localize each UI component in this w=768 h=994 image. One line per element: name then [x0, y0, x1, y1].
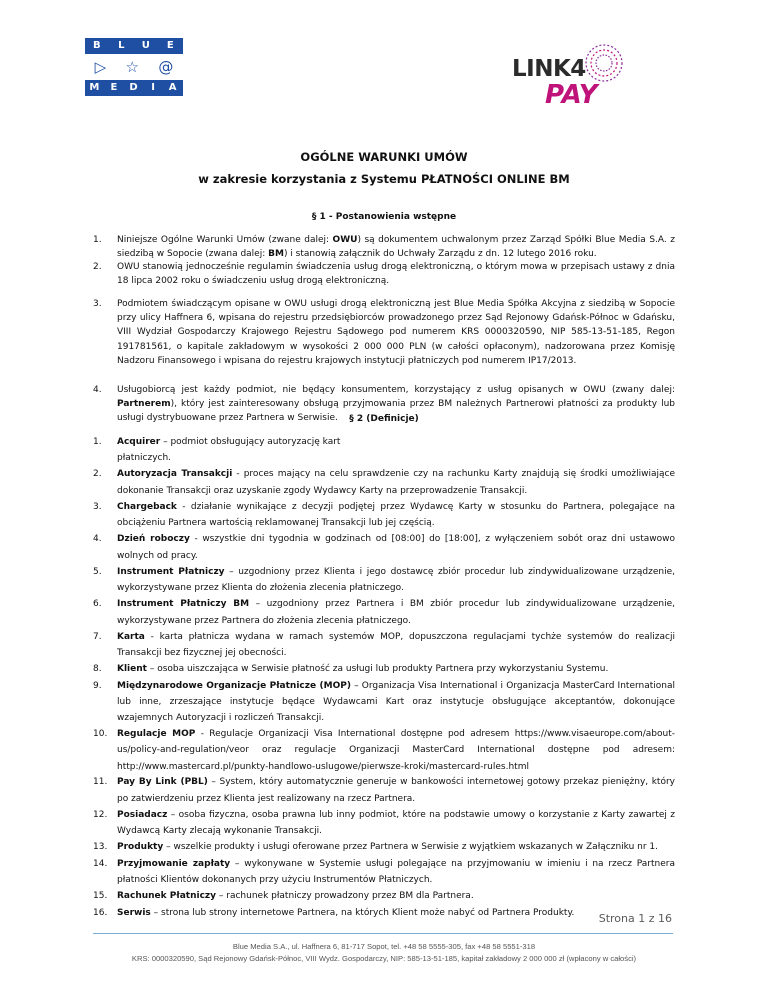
item-number: 4.: [93, 534, 102, 545]
item-number: 1.: [93, 437, 102, 447]
item-text: Acquirer – podmiot obsługujący autoryzację kart płatniczych.: [117, 437, 341, 464]
triangle-icon: ▷: [94, 58, 107, 76]
definition-3: [93, 499, 675, 531]
item-text: Chargeback - działanie wynikające z decyzji podjętej przez Wydawcę Karty w stosunku do Partnera, polegające na obciążeniu Partnera wartością reklamowanej Transakcji lub jej częścią.: [117, 501, 675, 529]
definition-5: [93, 564, 675, 596]
item-text: Przyjmowanie zapłaty – wykonywane w Systemie usługi polegające na przyjmowaniu w imieniu i na rzecz Partnera płatności Klientów dokonanych przy użyciu Instrumentów Płatniczych.: [117, 858, 675, 886]
item-number: 10.: [93, 729, 108, 740]
logo-top-row: B L U E: [85, 38, 183, 54]
definition-4: [93, 531, 675, 563]
section-2-heading: § 2 (Definicje): [349, 414, 419, 424]
definition-8: [93, 661, 675, 677]
item-number: 3.: [93, 299, 102, 309]
item-number: 8.: [93, 664, 102, 675]
definition-14: [93, 856, 675, 888]
item-text: OWU stanowią jednocześnie regulamin świadczenia usług drogą elektroniczną, o którym mowa w przepisach ustawy z dnia 18 lipca 2002 roku o świadczeniu usług drogą elektroniczną.: [117, 262, 675, 287]
definition-11: [93, 774, 675, 806]
paragraph-1-3: [93, 297, 675, 368]
blue-media-logo: [85, 38, 183, 96]
item-number: 16.: [93, 908, 108, 918]
item-text: Produkty – wszelkie produkty i usługi oferowane przez Partnera w Serwisie z wyjątkiem wskazanych w Załączniku nr 1.: [117, 842, 658, 853]
item-text: Rachunek Płatniczy – rachunek płatniczy prowadzony przez BM dla Partnera.: [117, 891, 474, 902]
item-text: Posiadacz – osoba fizyczna, osoba prawna lub inny podmiot, które na podstawie umowy o korzystanie z Karty zawartej z Wydawcą Karty zlecają wykonanie Transakcji.: [117, 809, 675, 837]
logo-bottom-row: M E D I A: [85, 80, 183, 96]
paragraph-1-2: [93, 260, 675, 288]
footer-registration: KRS: 0000320590, Sąd Rejonowy Gdańsk-Północ, VIII Wydz. Gospodarczy, NIP: 585-13-51-185, kapitał zakładowy 2 000 000 zł (wpłacony w całości): [131, 954, 637, 963]
link4-word: LINK4: [512, 56, 586, 82]
item-number: 4.: [93, 385, 102, 395]
pay-word: PAY: [545, 80, 598, 110]
definition-9: [93, 678, 675, 727]
item-text: Regulacje MOP - Regulacje Organizacji Visa International dostępne pod adresem https://www.visaeurope.com/about-us/policy-and-regulation/veor oraz regulacje Organizacji MasterCard International dostępne pod adresem: http://www.mastercard.pl/punkty-handlowo-uslugowe/pierwsze-kroki/mastercard-rules.html: [117, 729, 676, 772]
item-number: 5.: [93, 566, 102, 577]
footer-divider: [93, 933, 673, 934]
definition-7: [93, 629, 675, 661]
definition-15: [93, 888, 675, 904]
document-title: OGÓLNE WARUNKI UMÓW: [300, 150, 468, 164]
definition-2: [93, 466, 675, 498]
document-subtitle: w zakresie korzystania z Systemu PŁATNOŚCI ONLINE BM: [198, 172, 570, 186]
page-number: Strona 1 z 16: [598, 912, 672, 925]
item-text: Międzynarodowe Organizacje Płatnicze (MOP) – Organizacja Visa International i Organizacja MasterCard International lub inne, zrzeszające instytucje będące Wydawcami Kart oraz instytucje obsługujące akceptantów, dokonujące wzajemnych Autoryzacji i rozliczeń Transakcji.: [117, 680, 675, 724]
item-number: 15.: [93, 891, 108, 902]
item-number: 6.: [93, 599, 102, 610]
link4pay-logo: [512, 42, 632, 112]
item-number: 1.: [93, 235, 102, 245]
definition-10: [93, 726, 675, 775]
item-text: Serwis – strona lub strony internetowe Partnera, na których Klient może nabyć od Partnera Produkty.: [117, 908, 575, 918]
item-number: 3.: [93, 501, 102, 512]
item-number: 11.: [93, 777, 108, 788]
footer-address: Blue Media S.A., ul. Haffnera 6, 81-717 Sopot, tel. +48 58 5555-305, fax +48 58 5551-318: [232, 942, 536, 951]
item-text: Klient – osoba uiszczająca w Serwisie płatność za usługi lub produkty Partnera przy wykorzystaniu Systemu.: [117, 664, 609, 675]
item-number: 2.: [93, 469, 102, 480]
item-text: Niniejsze Ogólne Warunki Umów (zwane dalej: OWU) są dokumentem uchwalonym przez Zarząd Spółki Blue Media S.A. z siedzibą w Sopocie (zwana dalej: BM) i stanowią załącznik do Uchwały Zarządu z dn. 12 lutego 2016 roku.: [117, 235, 675, 260]
definition-13: [93, 839, 675, 855]
definition-16: [93, 905, 675, 921]
link4-ring-icon: [580, 42, 628, 84]
item-text: Instrument Płatniczy – uzgodniony przez Klienta i jego dostawcę zbiór procedur lub zindywidualizowane urządzenie, wykorzystywane przez Klienta do złożenia zlecenia płatniczego.: [117, 566, 675, 594]
item-number: 12.: [93, 809, 108, 820]
item-number: 7.: [93, 631, 102, 642]
item-number: 14.: [93, 858, 108, 869]
paragraph-1-1: [93, 233, 675, 261]
item-text: Dzień roboczy - wszystkie dni tygodnia w godzinach od [08:00] do [18:00], z wyłączeniem sobót oraz dni ustawowo wolnych od pracy.: [117, 534, 675, 561]
definition-1: [93, 434, 675, 466]
item-number: 2.: [93, 262, 102, 272]
item-text: Usługobiorcą jest każdy podmiot, nie będący konsumentem, korzystający z usług opisanych w OWU (zwany dalej: Partnerem), który jest zainteresowany obsługą przyjmowania przez BM należnych Partnerowi płatności za produkty lub usługi dystrybuowane przez Partnera w Serwisie.: [117, 385, 675, 424]
logo-symbols: [85, 54, 183, 80]
item-text: Karta - karta płatnicza wydana w ramach systemów MOP, dopuszczona regulacjami tychże systemów do realizacji Transakcji bez fizycznej jej obecności.: [117, 631, 675, 658]
definition-12: [93, 807, 675, 839]
item-text: Pay By Link (PBL) – System, który automatycznie generuje w bankowości internetowej gotowy przekaz pieniężny, który po zatwierdzeniu przez Klienta jest realizowany na rzecz Partnera.: [117, 777, 675, 804]
section-1-heading: § 1 - Postanowienia wstępne: [311, 212, 457, 222]
spiral-icon: @: [158, 58, 174, 76]
definition-6: [93, 596, 675, 628]
star-icon: ☆: [125, 58, 139, 76]
item-text: Instrument Płatniczy BM – uzgodniony przez Partnera i BM zbiór procedur lub zindywidualizowane urządzenie, wykorzystywane przez Partnera do złożenia zlecenia płatniczego.: [117, 599, 676, 626]
item-number: 9.: [93, 680, 102, 691]
item-text: Podmiotem świadczącym opisane w OWU usługi drogą elektroniczną jest Blue Media Spółka Akcyjna z siedzibą w Sopocie przy ulicy Haffnera 6, wpisana do rejestru przedsiębiorców prowadzonego przez Sąd Rejonowy Gdańsk-Północ w Gdańsku, VIII Wydział Gospodarczy Krajowego Rejestru Sądowego pod numerem KRS 0000320590, NIP 585-13-51-185, Regon 191781561, o kapitale zakładowym w wysokości 2 000 000 PLN (w całości opłaconym), nadzorowana przez Komisję Nadzoru Finansowego i wpisana do rejestru krajowych instytucji płatniczych pod numerem IP17/2013.: [117, 299, 675, 366]
item-text: Autoryzacja Transakcji - proces mający na celu sprawdzenie czy na rachunku Karty znajdują się środki umożliwiające dokonanie Transakcji oraz uzyskanie zgody Wydawcy Karty na przeprowadzenie Transakcji.: [117, 469, 675, 496]
item-number: 13.: [93, 842, 108, 853]
